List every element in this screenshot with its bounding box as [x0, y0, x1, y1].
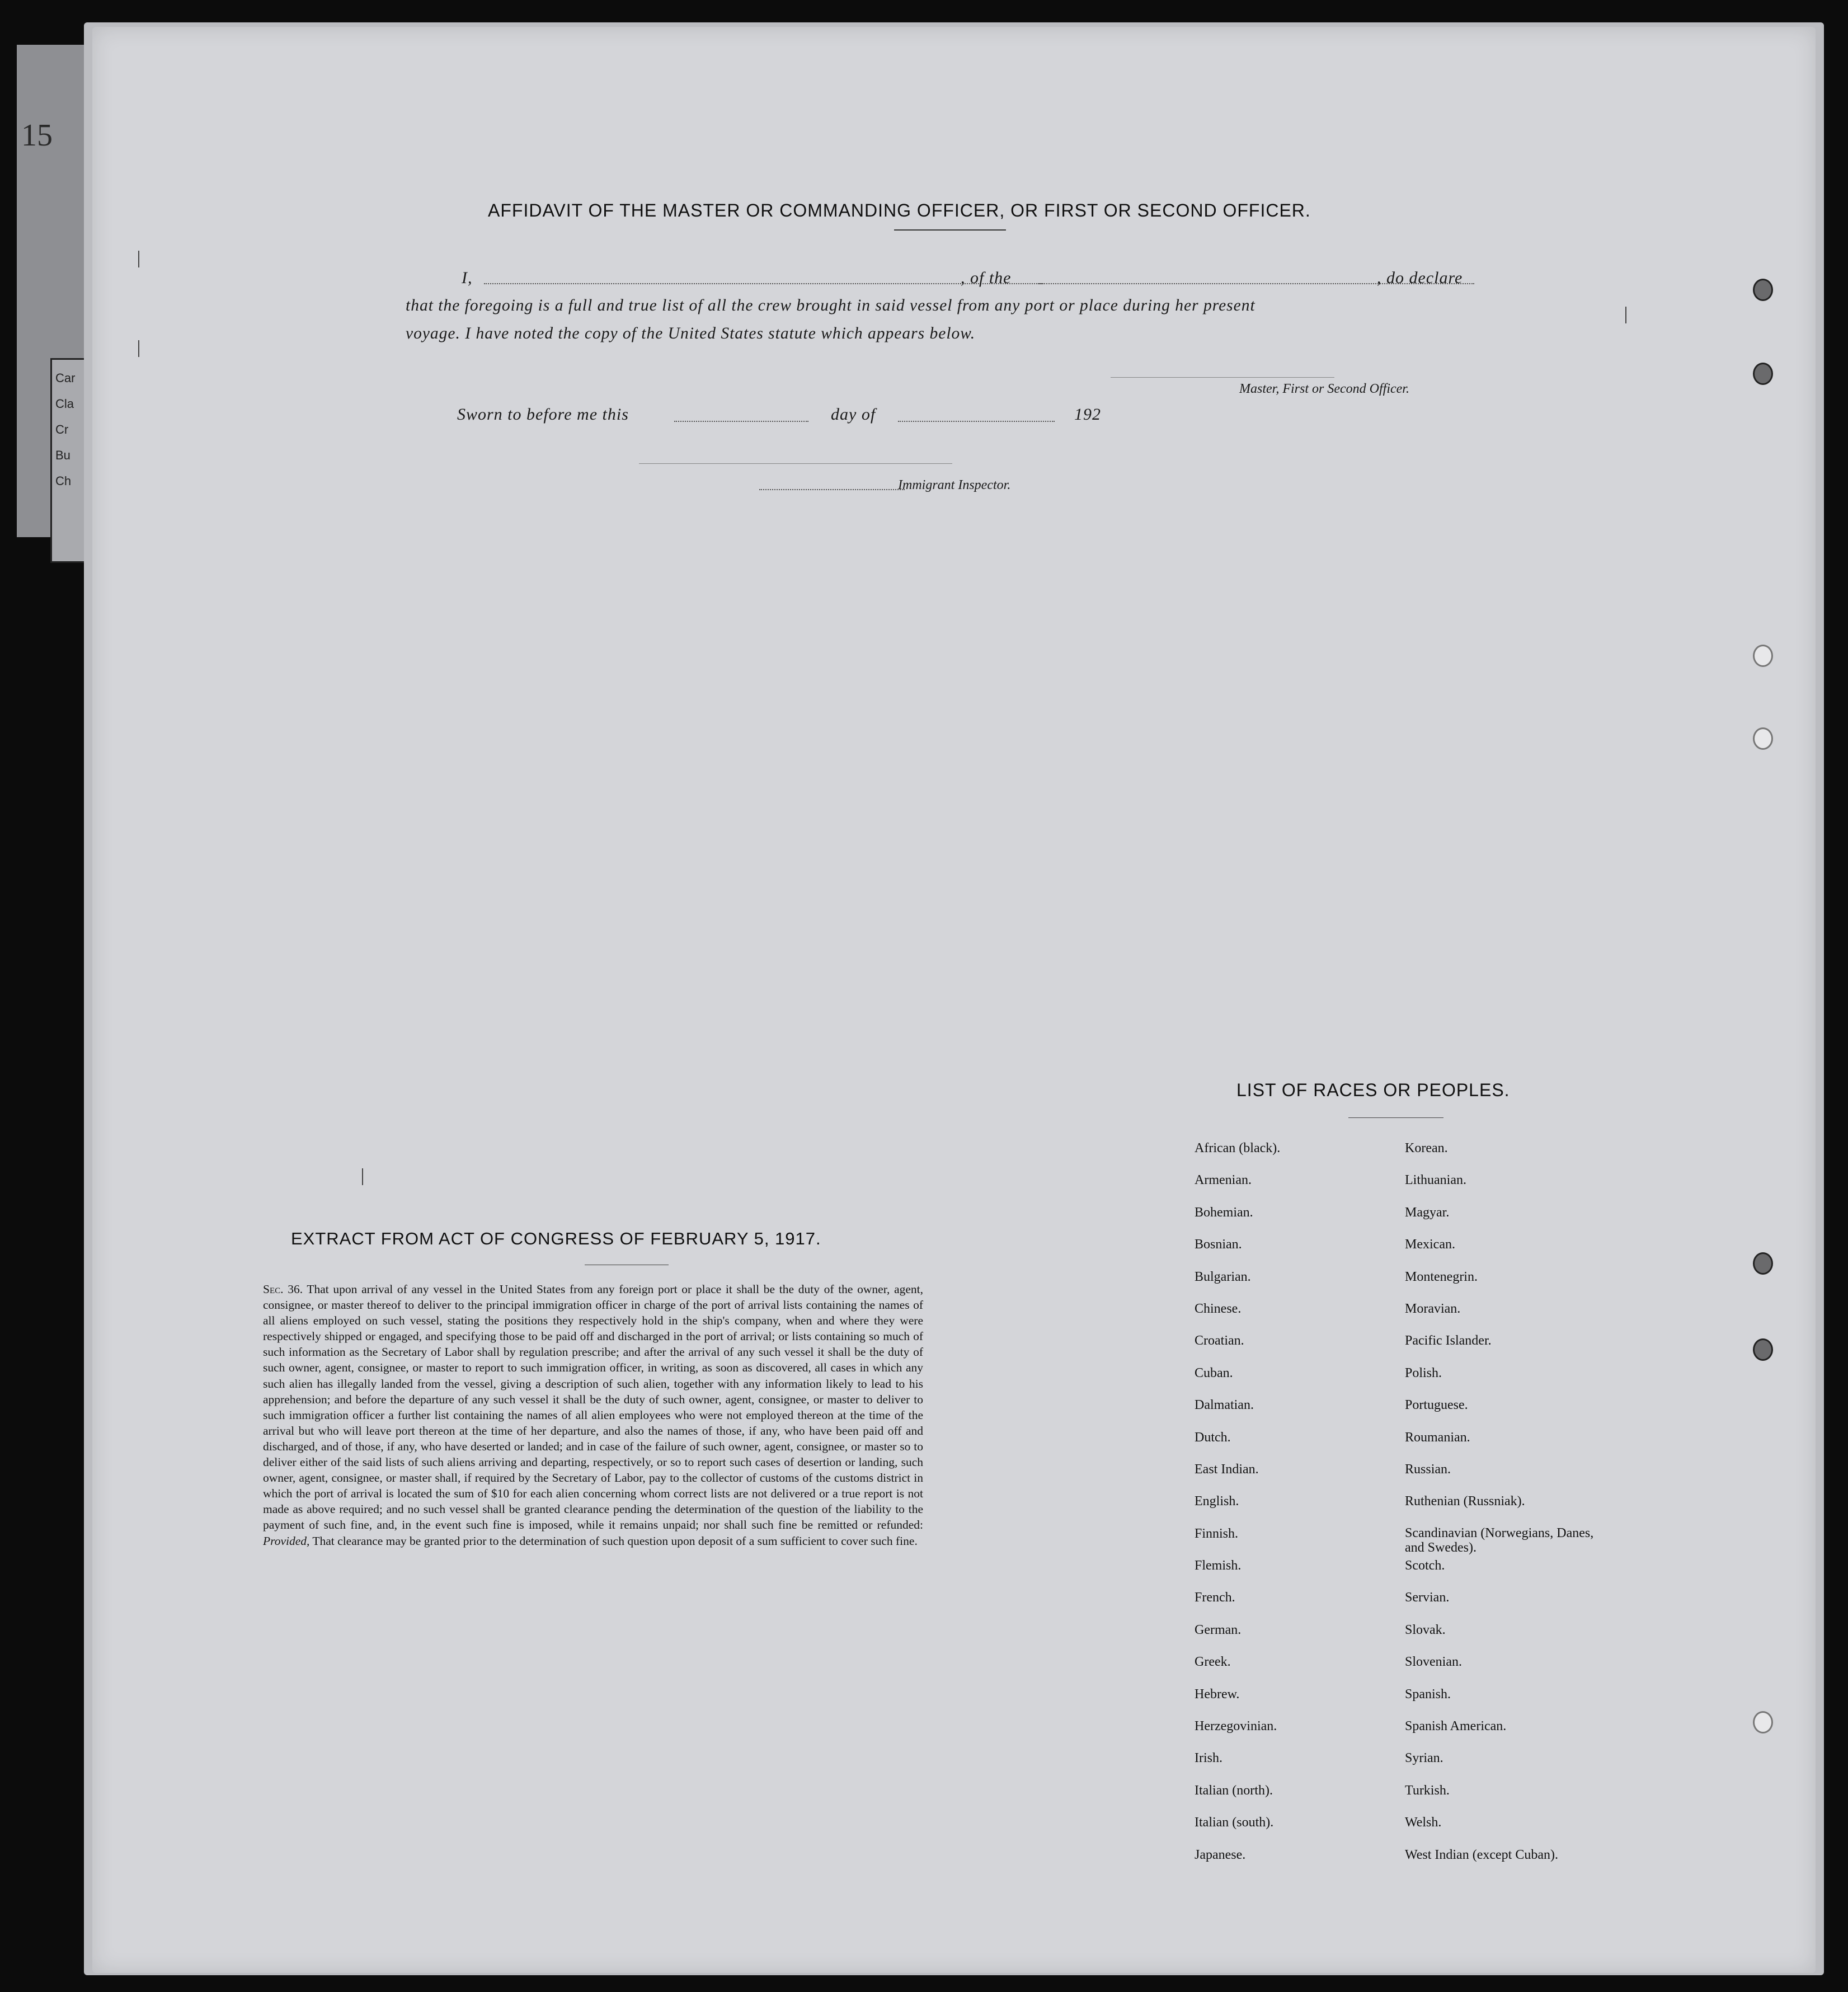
races-title: LIST OF RACES OR PEOPLES. — [1236, 1080, 1510, 1100]
race-item: West Indian (except Cuban). — [1405, 1847, 1558, 1862]
race-item: Ruthenian (Russniak). — [1405, 1494, 1525, 1509]
section-text: 36. That upon arrival of any vessel in the United States from any foreign port or place it shall be the duty of the owner, agent, consignee, or master thereof to deliver to the principal immigration officer in charge of the port of arrival lists containing the names of all aliens employed on such vessel, stating the positions they respectively hold in the ship's company, when and where they were respectively shipped or engaged, and specifying those to be paid off and discharged in the port of arrival; or lists containing so much of such information as the Secretary of Labor shall by regulation prescribe; and after the arrival of any such vessel it shall be the duty of such owner, agent, consignee, or master to report to such immigration officer, in writing, as soon as discovered, all cases in which any such alien has illegally landed from the vessel, giving a description of such alien, together with any information likely to lead to his apprehension; and before the departure of any such vessel it shall be the duty of such owner, agent, consignee, or master to deliver to such immigration officer a further list containing the names of all alien employees who were not employed thereon at the time of the arrival but who will leave port thereon at the time of her departure, and also the names of those, if any, who have been paid off and discharged, and of those, if any, who have deserted or landed; and in case of the failure of such owner, agent, consignee, or master so to deliver either of the said lists of such aliens arriving and departing, respectively, or so to report such cases of desertion or landing, such owner, agent, consignee, or master shall, if required by the Secretary of Labor, pay to the collector of customs of the customs district in which the port of arrival is located the sum of $10 for each alien concerning whom correct lists are not delivered or a true report is not made as above required; and no such vessel shall be granted clearance pending the determination of the question of the liability to the payment of such fine, and, in the event such fine is imposed, while it remains unpaid; nor shall such fine be remitted or refunded: — [263, 1282, 923, 1532]
stub-line: Car — [55, 371, 76, 385]
binder-hole — [1753, 1711, 1773, 1733]
race-item: Italian (south). — [1195, 1815, 1274, 1830]
race-item: Bohemian. — [1195, 1205, 1253, 1220]
affidavit-title: AFFIDAVIT OF THE MASTER OR COMMANDING OFFICER, OR FIRST OR SECOND OFFICER. — [488, 200, 1311, 220]
race-item: Turkish. — [1405, 1783, 1450, 1798]
races-title-rule — [1348, 1117, 1443, 1118]
stub-line: Cr — [55, 422, 69, 436]
race-item: Slovenian. — [1405, 1655, 1462, 1670]
affidavit-line3: voyage. I have noted the copy of the United States statute which appears below. — [406, 325, 976, 342]
edge-mark — [138, 340, 139, 357]
affidavit-declare: , do declare — [1377, 269, 1463, 287]
race-item: Montenegrin. — [1405, 1269, 1478, 1284]
inspector-signature-line — [639, 463, 952, 464]
race-item: Finnish. — [1195, 1526, 1239, 1541]
race-item: Welsh. — [1405, 1815, 1442, 1830]
signature-label: Master, First or Second Officer. — [1239, 382, 1409, 396]
binder-hole — [1753, 1338, 1773, 1361]
race-item: Spanish American. — [1405, 1719, 1507, 1734]
races-right-column — [1405, 1140, 1606, 1879]
race-item: Bosnian. — [1195, 1237, 1242, 1252]
race-item: Scandinavian (Norwegians, Danes, and Swedes). — [1405, 1525, 1594, 1555]
extract-body — [263, 1281, 923, 1549]
race-item: Mexican. — [1405, 1237, 1455, 1252]
binder-hole — [1753, 727, 1773, 750]
race-item: Pacific Islander. — [1405, 1333, 1492, 1349]
race-item: Herzegovinian. — [1195, 1719, 1277, 1734]
stub-line: Bu — [55, 448, 70, 462]
race-item: Lithuanian. — [1405, 1173, 1466, 1188]
provided-word: Provided, — [263, 1534, 310, 1548]
race-item: Syrian. — [1405, 1751, 1443, 1766]
races-left-column — [1195, 1140, 1280, 1879]
race-item: Dutch. — [1195, 1430, 1231, 1445]
affidavit-line2: that the foregoing is a full and true list of all the crew brought in said vessel from any port or place during her present — [406, 297, 1255, 314]
race-item: Roumanian. — [1405, 1430, 1470, 1445]
race-item: French. — [1195, 1590, 1235, 1605]
race-item: Irish. — [1195, 1751, 1222, 1766]
race-item: Greek. — [1195, 1655, 1231, 1670]
year-prefix: 192 — [1074, 405, 1101, 424]
race-item: Japanese. — [1195, 1847, 1246, 1862]
edge-mark — [1625, 307, 1626, 323]
document-page — [92, 27, 1816, 1973]
binder-hole — [1753, 1252, 1773, 1275]
affidavit-i: I, — [462, 269, 473, 287]
race-item: Scotch. — [1405, 1558, 1445, 1573]
edge-mark — [138, 251, 139, 267]
race-item: Hebrew. — [1195, 1686, 1240, 1702]
race-item: Croatian. — [1195, 1333, 1244, 1349]
section-label: Sec. — [263, 1282, 284, 1296]
signature-line — [1111, 377, 1334, 378]
race-item: Korean. — [1405, 1141, 1448, 1155]
race-item: East Indian. — [1195, 1462, 1259, 1477]
race-item: Dalmatian. — [1195, 1398, 1254, 1413]
race-item: Armenian. — [1195, 1173, 1252, 1188]
stub-line: Ch — [55, 474, 72, 488]
adjacent-page-stub — [17, 45, 95, 537]
race-item: English. — [1195, 1494, 1239, 1509]
sworn-text: Sworn to before me this — [457, 405, 629, 424]
race-item: Portuguese. — [1405, 1398, 1468, 1413]
edge-mark — [362, 1168, 363, 1185]
title-rule — [894, 229, 1006, 231]
race-item: Moravian. — [1405, 1301, 1461, 1316]
inspector-label: Immigrant Inspector. — [898, 478, 1011, 492]
race-item: Flemish. — [1195, 1558, 1242, 1573]
binder-hole — [1753, 363, 1773, 385]
binder-hole — [1753, 279, 1773, 301]
stub-line: Cla — [55, 397, 74, 411]
section-tail: That clearance may be granted prior to the determination of such question upon deposit of a sum sufficient to cover such fine. — [309, 1534, 918, 1548]
race-item: Magyar. — [1405, 1205, 1450, 1220]
race-item: Polish. — [1405, 1365, 1442, 1380]
extract-title: EXTRACT FROM ACT OF CONGRESS OF FEBRUARY 5, 1917. — [291, 1229, 821, 1248]
race-item: Italian (north). — [1195, 1783, 1273, 1798]
race-item: Slovak. — [1405, 1622, 1446, 1637]
race-item: Bulgarian. — [1195, 1269, 1251, 1284]
day-blank — [674, 421, 808, 422]
race-item: Chinese. — [1195, 1301, 1242, 1316]
month-blank — [898, 421, 1055, 422]
day-of-text: day of — [831, 405, 876, 424]
race-item: Servian. — [1405, 1590, 1450, 1605]
race-item: Cuban. — [1195, 1365, 1233, 1380]
race-item: German. — [1195, 1622, 1242, 1637]
race-item: African (black). — [1195, 1141, 1281, 1155]
binder-hole — [1753, 645, 1773, 667]
inspector-blank — [759, 489, 905, 490]
stub-page-number: 15 — [21, 118, 53, 153]
name-blank — [484, 283, 1043, 284]
race-item: Spanish. — [1405, 1686, 1451, 1702]
race-item: Russian. — [1405, 1462, 1451, 1477]
affidavit-of-the: , of the — [961, 269, 1012, 287]
